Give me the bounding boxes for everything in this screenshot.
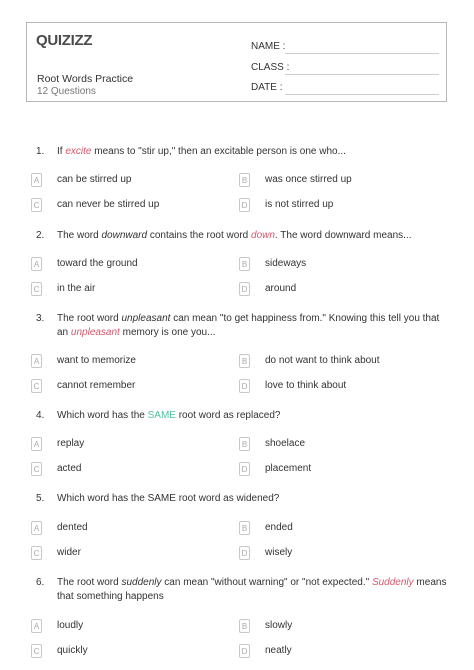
question-number: 5. <box>36 493 45 504</box>
option-letter: C <box>31 644 42 658</box>
option-letter: A <box>31 354 42 368</box>
option-text: can be stirred up <box>57 174 132 185</box>
question-count: 12 Questions <box>37 86 96 97</box>
option-letter: D <box>239 644 250 658</box>
option-letter: A <box>31 173 42 187</box>
name-label: NAME : <box>251 41 286 52</box>
option-text: was once stirred up <box>265 174 352 185</box>
option-letter: C <box>31 546 42 560</box>
option-text: slowly <box>265 620 293 631</box>
option-letter: B <box>239 173 250 187</box>
option-letter: B <box>239 619 250 633</box>
option-letter: D <box>239 198 250 212</box>
question-text: Which word has the SAME root word as widened? <box>57 493 280 504</box>
option-text: can never be stirred up <box>57 199 160 210</box>
option-text: around <box>265 283 297 294</box>
option-text: quickly <box>57 645 88 656</box>
option-text: shoelace <box>265 438 306 449</box>
option-letter: D <box>239 379 250 393</box>
option-letter: D <box>239 462 250 476</box>
option-text: ended <box>265 522 293 533</box>
option-text: love to think about <box>265 380 347 391</box>
question-number: 3. <box>36 313 45 324</box>
class-field <box>251 62 289 73</box>
option-text: replay <box>57 438 85 449</box>
question-number: 1. <box>36 146 45 157</box>
class-line <box>285 74 439 75</box>
option-letter: B <box>239 521 250 535</box>
option-text: sideways <box>265 258 307 269</box>
name-line <box>285 53 439 54</box>
quizizz-logo: QUIZIZZ <box>36 32 93 49</box>
question-number: 6. <box>36 577 45 588</box>
option-letter: C <box>31 198 42 212</box>
option-letter: A <box>31 619 42 633</box>
option-text: wider <box>57 547 81 558</box>
class-label: CLASS : <box>251 62 290 73</box>
option-letter: C <box>31 282 42 296</box>
question-text: The root word unpleasant can mean "to get happiness from." Knowing this tell you that an unpleasant memory is one you... <box>57 313 440 338</box>
option-text: is not stirred up <box>265 199 334 210</box>
option-text: dented <box>57 522 88 533</box>
question-text: The root word suddenly can mean "without warning" or "not expected." Suddenly means that something happens <box>57 577 447 602</box>
option-letter: C <box>31 379 42 393</box>
question-text: Which word has the SAME root word as replaced? <box>57 410 281 421</box>
date-line <box>285 94 439 95</box>
option-text: wisely <box>265 547 293 558</box>
option-letter: C <box>31 462 42 476</box>
option-letter: B <box>239 257 250 271</box>
option-text: placement <box>265 463 312 474</box>
worksheet-header <box>26 22 447 102</box>
option-letter: B <box>239 437 250 451</box>
question-text: The word downward contains the root word down. The word downward means... <box>57 230 412 241</box>
option-text: toward the ground <box>57 258 138 269</box>
question-text: If excite means to "stir up," then an excitable person is one who... <box>57 146 346 157</box>
name-field <box>251 41 285 52</box>
option-text: in the air <box>57 283 96 294</box>
option-letter: D <box>239 282 250 296</box>
question-number: 2. <box>36 230 45 241</box>
option-text: acted <box>57 463 82 474</box>
option-text: want to memorize <box>57 355 136 366</box>
option-letter: D <box>239 546 250 560</box>
option-letter: B <box>239 354 250 368</box>
option-letter: A <box>31 437 42 451</box>
question-number: 4. <box>36 410 45 421</box>
option-text: cannot remember <box>57 380 136 391</box>
date-label: DATE : <box>251 82 283 93</box>
option-text: neatly <box>265 645 292 656</box>
option-letter: A <box>31 257 42 271</box>
worksheet-title: Root Words Practice <box>37 73 134 85</box>
option-text: do not want to think about <box>265 355 380 366</box>
option-letter: A <box>31 521 42 535</box>
option-text: loudly <box>57 620 84 631</box>
date-field <box>251 82 282 93</box>
